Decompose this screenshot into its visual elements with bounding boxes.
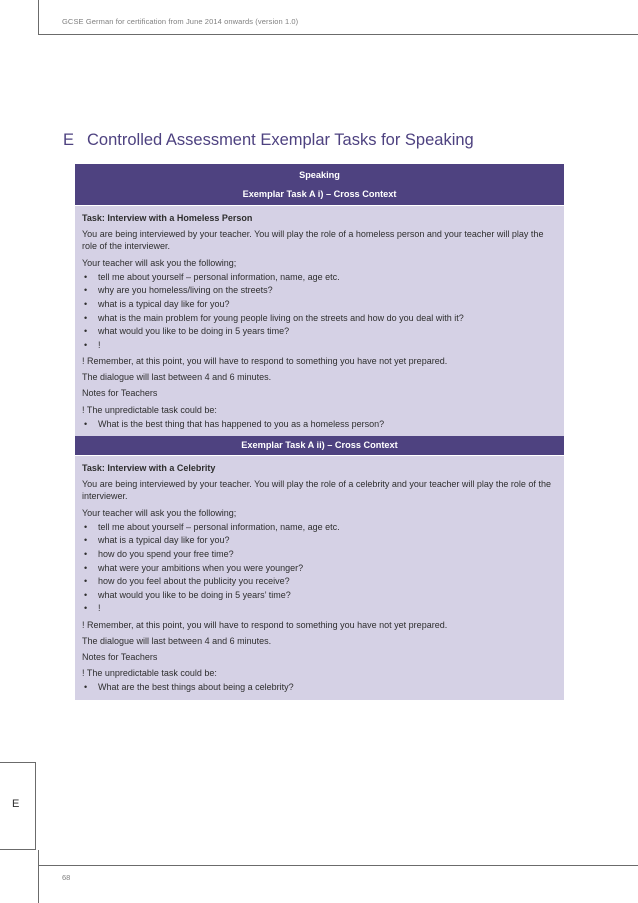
task-a2-question: • what would you like to be doing in 5 years’ time? (82, 589, 556, 601)
task-a2-unpredictable-item: • What are the best things about being a celebrity? (82, 681, 556, 693)
task-a1-question: • why are you homeless/living on the streets? (82, 284, 556, 296)
task-a2-intro: You are being interviewed by your teacher. You will play the role of a celebrity and your teacher will play the role of the interviewer. (82, 479, 551, 502)
task-a1-question: • ! (82, 339, 556, 351)
task-a2-ask-intro: Your teacher will ask you the following; (82, 507, 237, 518)
task-a1-question-list (82, 271, 556, 351)
table-main-header: Speaking (299, 170, 340, 180)
task-a2-unpredictable: ! The unpredictable task could be: (82, 668, 217, 679)
page-number: 68 (62, 873, 71, 882)
task-a1-ask-intro: Your teacher will ask you the following; (82, 257, 237, 268)
task-a2-question-list (82, 521, 556, 615)
task-a1-unpredictable-list (82, 418, 556, 430)
section-letter: E (63, 131, 75, 149)
task-a1-unpredictable: ! The unpredictable task could be: (82, 404, 217, 415)
task-a1-remember: ! Remember, at this point, you will have to respond to something you have not yet prepared. (82, 355, 448, 366)
exemplar-tasks-table (75, 164, 564, 700)
task-a2-header: Exemplar Task A ii) – Cross Context (75, 436, 564, 456)
section-side-tab (0, 762, 36, 850)
task-a2-question: • how do you feel about the publicity you receive? (82, 575, 556, 587)
task-a2-title: Task: Interview with a Celebrity (82, 463, 216, 473)
top-horizontal-rule (38, 34, 638, 35)
task-a1-unpredictable-item: • What is the best thing that has happened to you as a homeless person? (82, 418, 556, 430)
task-a1-question: • tell me about yourself – personal information, name, age etc. (82, 271, 556, 283)
task-a2-question: • how do you spend your free time? (82, 548, 556, 560)
bottom-horizontal-rule (38, 865, 638, 866)
task-a2-question: • tell me about yourself – personal information, name, age etc. (82, 521, 556, 533)
table-header-speaking (75, 164, 564, 206)
task-a2-duration: The dialogue will last between 4 and 6 minutes. (82, 635, 272, 646)
section-heading (63, 131, 474, 150)
task-a2-question: • ! (82, 602, 556, 614)
task-a1-question: • what would you like to be doing in 5 years time? (82, 325, 556, 337)
task-a1-question: • what is the main problem for young people living on the streets and how do you deal with it? (82, 312, 556, 324)
task-a1-notes-heading: Notes for Teachers (82, 388, 158, 399)
task-a1-header: Exemplar Task A i) – Cross Context (242, 189, 397, 199)
task-a1-question: • what is a typical day like for you? (82, 298, 556, 310)
running-header: GCSE German for certification from June 2014 onwards (version 1.0) (62, 17, 299, 26)
side-tab-letter: E (12, 798, 20, 810)
task-a2-notes-heading: Notes for Teachers (82, 651, 158, 662)
task-a1-title: Task: Interview with a Homeless Person (82, 213, 253, 223)
task-a2-question: • what is a typical day like for you? (82, 534, 556, 546)
task-a2-remember: ! Remember, at this point, you will have to respond to something you have not yet prepared. (82, 619, 448, 630)
task-a1-duration: The dialogue will last between 4 and 6 minutes. (82, 372, 272, 383)
task-a2-body (75, 456, 564, 700)
bottom-left-vertical-rule (38, 850, 39, 903)
task-a2-unpredictable-list (82, 681, 556, 693)
task-a1-intro: You are being interviewed by your teacher. You will play the role of a homeless person and your teacher will play the role of the interviewer. (82, 229, 544, 252)
task-a1-body (75, 206, 564, 436)
section-title: Controlled Assessment Exemplar Tasks for Speaking (87, 131, 474, 149)
top-left-vertical-rule (38, 0, 39, 35)
task-a2-question: • what were your ambitions when you were younger? (82, 562, 556, 574)
